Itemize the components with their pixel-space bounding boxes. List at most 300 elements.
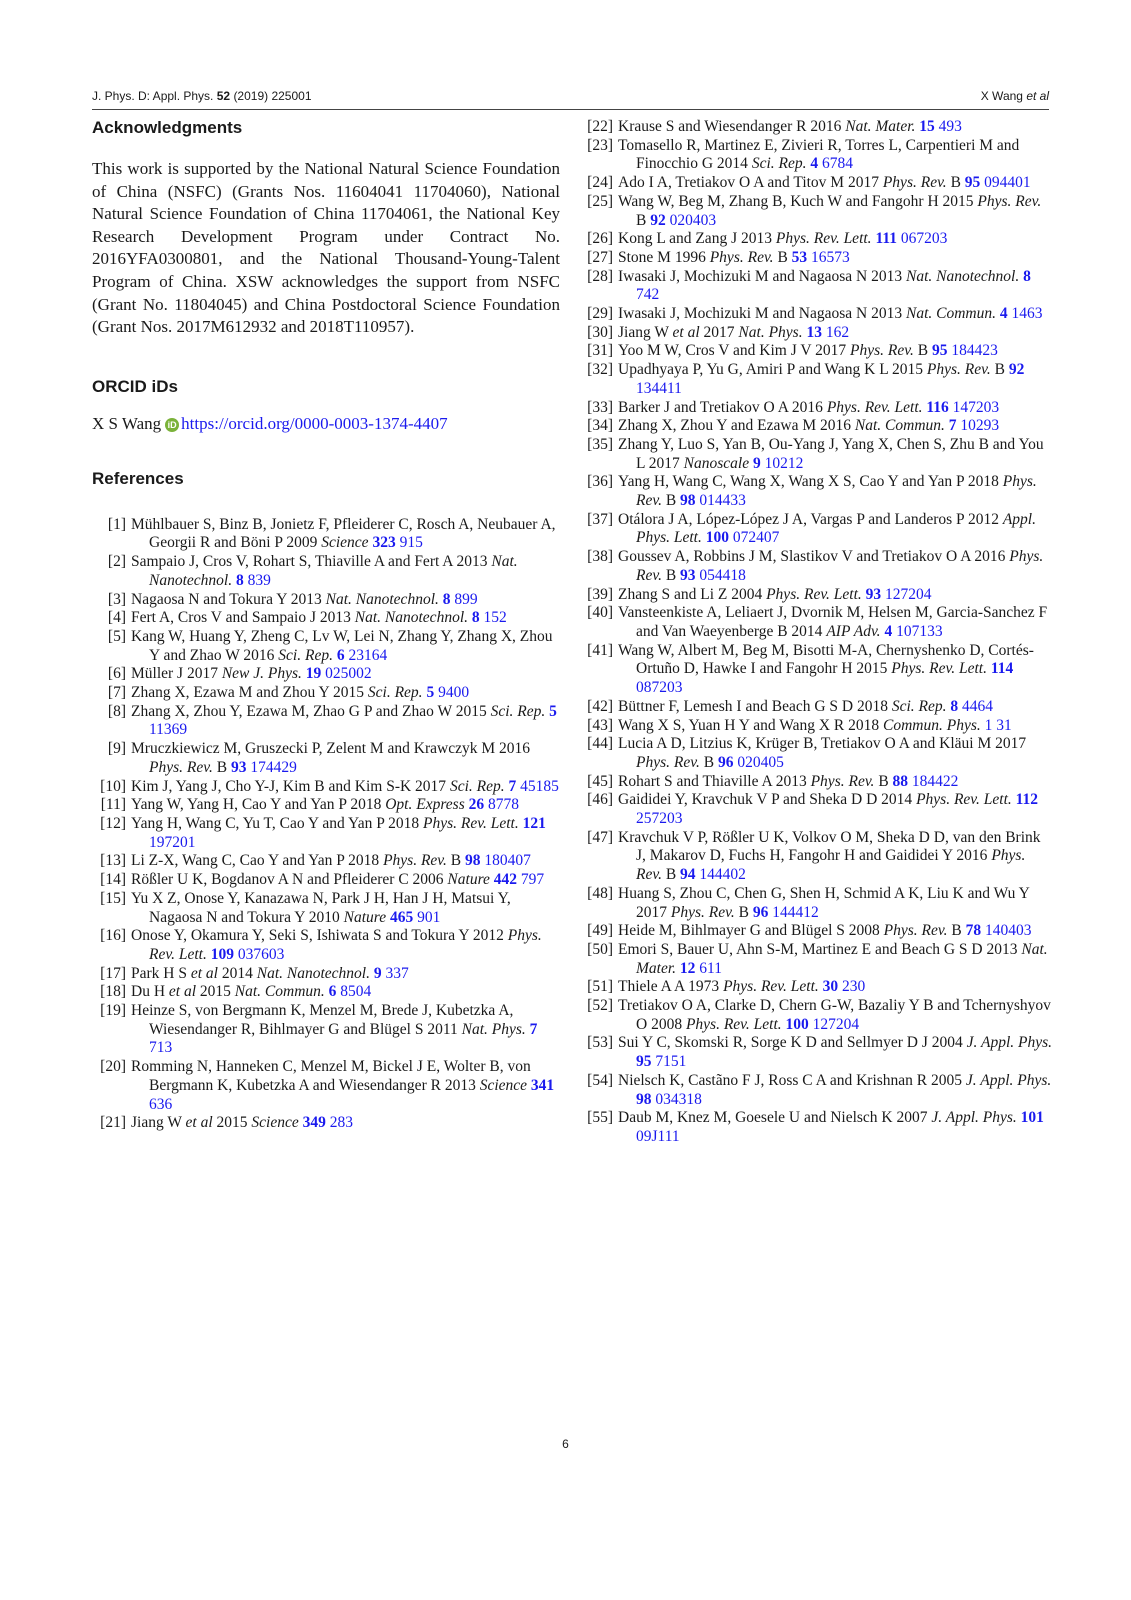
reference-item xyxy=(579,361,1053,398)
reference-number: [20] xyxy=(100,1058,126,1076)
reference-number: [38] xyxy=(587,548,613,566)
reference-number: [17] xyxy=(100,964,126,982)
reference-item xyxy=(92,983,560,1002)
reference-item xyxy=(579,773,1053,792)
reference-page-link[interactable]: 337 xyxy=(385,964,409,982)
reference-body xyxy=(618,735,1053,772)
reference-page-link[interactable]: 1463 xyxy=(1011,305,1043,323)
reference-volume-link[interactable]: 9 xyxy=(752,454,761,472)
reference-year: 2015 xyxy=(212,1114,252,1132)
reference-journal: Science xyxy=(251,1114,299,1132)
reference-number: [28] xyxy=(587,267,613,285)
reference-body xyxy=(618,941,1053,978)
reference-page-link[interactable]: 197201 xyxy=(149,833,196,851)
reference-number: [51] xyxy=(587,978,613,996)
reference-page-link[interactable]: 144402 xyxy=(699,866,746,884)
reference-authors: Stone M 1996 xyxy=(618,248,710,266)
reference-page-link[interactable]: 16573 xyxy=(811,248,850,266)
author-running-head xyxy=(981,89,1049,103)
reference-volume-link[interactable]: 5 xyxy=(549,702,557,720)
reference-journal: Nat. Mater. xyxy=(636,940,1048,977)
reference-page-link[interactable]: 094401 xyxy=(984,174,1031,192)
reference-body xyxy=(618,193,1053,230)
reference-volume-link[interactable]: 98 xyxy=(636,1090,652,1108)
reference-page-link[interactable]: 230 xyxy=(842,978,866,996)
reference-etal: et al xyxy=(168,983,197,1001)
reference-journal: Phys. Rev. Lett. xyxy=(685,1015,782,1033)
reference-journal: Phys. Rev. xyxy=(883,922,948,940)
reference-number: [47] xyxy=(587,828,613,846)
reference-number: [54] xyxy=(587,1071,613,1089)
reference-authors: Zhang X, Zhou Y and Ezawa M 2016 xyxy=(618,417,855,435)
reference-volume-link[interactable]: 7 xyxy=(948,417,957,435)
reference-body xyxy=(618,586,1053,605)
reference-volume-link[interactable]: 465 xyxy=(390,908,414,926)
reference-authors: Jiang W xyxy=(618,323,673,341)
reference-authors: Yang W, Yang H, Cao Y and Yan P 2018 xyxy=(131,796,386,814)
reference-authors: Mühlbauer S, Binz B, Jonietz F, Pfleiderer C, Rosch A, Neubauer A, Georgii R and Böni P 2009 xyxy=(131,515,556,552)
reference-body xyxy=(618,1034,1053,1071)
reference-volume-link[interactable]: 96 xyxy=(717,753,734,771)
reference-journal-section: B xyxy=(913,342,932,360)
reference-volume-link[interactable]: 100 xyxy=(785,1015,809,1033)
reference-volume-link[interactable]: 93 xyxy=(865,585,882,603)
reference-authors: Kim J, Yang J, Cho Y-J, Kim B and Kim S-K 2017 xyxy=(131,777,450,795)
reference-body xyxy=(618,230,1053,249)
reference-volume-link[interactable]: 12 xyxy=(679,959,696,977)
reference-authors: Kong L and Zang J 2013 xyxy=(618,230,776,248)
reference-number: [37] xyxy=(587,510,613,528)
reference-authors: Tretiakov O A, Clarke D, Chern G-W, Bazaliy Y B and Tchernyshyov O 2008 xyxy=(618,997,1051,1033)
reference-volume-link[interactable]: 98 xyxy=(465,852,481,870)
reference-etal: et al xyxy=(190,964,218,982)
reference-volume-link[interactable]: 4 xyxy=(999,305,1008,323)
reference-journal: New J. Phys. xyxy=(221,665,302,683)
reference-page-link[interactable]: 127204 xyxy=(885,585,932,603)
reference-journal: Phys. Rev. Lett. xyxy=(916,791,1012,809)
reference-authors: Kang W, Huang Y, Zheng C, Lv W, Lei N, Zhang Y, Zhang X, Zhou Y and Zhao W 2016 xyxy=(131,627,553,664)
reference-volume-link[interactable]: 111 xyxy=(875,230,897,248)
reference-journal: Phys. Rev. xyxy=(810,772,875,790)
reference-page-link[interactable]: 493 xyxy=(938,118,962,135)
reference-journal: AIP Adv. xyxy=(826,622,881,640)
reference-page-link[interactable]: 9400 xyxy=(438,684,470,702)
reference-journal: Nat. Commun. xyxy=(234,983,325,1001)
reference-volume-link[interactable]: 93 xyxy=(230,758,247,776)
reference-journal: Phys. Rev. xyxy=(636,847,1026,884)
reference-page-link[interactable]: 7151 xyxy=(655,1053,687,1071)
reference-journal: Nat. Commun. xyxy=(854,417,945,435)
reference-page-link[interactable]: 037603 xyxy=(237,945,285,963)
reference-journal: Nat. Nanotechnol. xyxy=(256,964,370,982)
reference-page-link[interactable]: 8504 xyxy=(340,983,372,1001)
reference-item xyxy=(92,516,560,553)
reference-body xyxy=(618,604,1053,641)
reference-authors: Nagaosa N and Tokura Y 2013 xyxy=(131,590,326,608)
orcid-heading: ORCID iDs xyxy=(92,376,178,396)
reference-authors: Li Z-X, Wang C, Cao Y and Yan P 2018 xyxy=(131,852,384,870)
reference-number: [36] xyxy=(587,473,613,491)
reference-journal: Phys. Rev. Lett. xyxy=(775,230,872,248)
reference-authors: Sui Y C, Skomski R, Sorge K D and Sellmyer D J 2004 xyxy=(618,1034,967,1052)
reference-page-link[interactable]: 140403 xyxy=(984,922,1032,940)
reference-volume-link[interactable]: 88 xyxy=(892,772,909,790)
reference-volume-link[interactable]: 109 xyxy=(210,945,234,963)
reference-number: [2] xyxy=(107,553,126,571)
reference-body xyxy=(131,852,560,871)
reference-body xyxy=(618,791,1053,828)
reference-journal: Sci. Rep. xyxy=(490,702,546,720)
reference-page-link[interactable]: 09J111 xyxy=(636,1127,680,1145)
reference-year: 2014 xyxy=(217,964,257,982)
reference-page-link[interactable]: 162 xyxy=(825,323,850,341)
reference-authors: Heide M, Bihlmayer G and Blügel S 2008 xyxy=(618,922,884,940)
reference-item xyxy=(92,871,560,890)
reference-item xyxy=(92,852,560,871)
reference-volume-link[interactable]: 7 xyxy=(508,777,517,795)
reference-page-link[interactable]: 4464 xyxy=(962,697,994,715)
reference-page-link[interactable]: 152 xyxy=(483,609,507,627)
reference-number: [42] xyxy=(587,697,613,715)
reference-page-link[interactable]: 127204 xyxy=(812,1015,860,1033)
reference-number: [44] xyxy=(587,735,613,753)
reference-journal: Nature xyxy=(447,871,490,889)
reference-authors: Otálora J A, López-López J A, Vargas P and Landeros P 2012 xyxy=(618,510,1003,528)
reference-authors: Krause S and Wiesendanger R 2016 xyxy=(618,118,846,135)
reference-item xyxy=(579,735,1053,772)
reference-page-link[interactable]: 797 xyxy=(520,871,545,889)
reference-page-link[interactable]: 184422 xyxy=(911,772,959,790)
reference-item xyxy=(579,717,1053,736)
reference-body xyxy=(131,684,560,703)
reference-volume-link[interactable]: 30 xyxy=(822,978,839,996)
reference-authors: Zhang X, Zhou Y, Ezawa M, Zhao G P and Zhao W 2015 xyxy=(131,702,491,720)
reference-page-link[interactable]: 10293 xyxy=(960,417,1000,435)
reference-body xyxy=(618,268,1053,305)
reference-volume-link[interactable]: 95 xyxy=(931,342,948,360)
reference-volume-link[interactable]: 7 xyxy=(529,1020,538,1038)
reference-number: [19] xyxy=(100,1002,126,1020)
reference-body xyxy=(618,698,1053,717)
running-header xyxy=(92,89,1049,110)
reference-number: [48] xyxy=(587,884,613,902)
reference-authors: Sampaio J, Cros V, Rohart S, Thiaville A and Fert A 2013 xyxy=(131,553,492,571)
reference-journal-section: B xyxy=(661,866,681,884)
reference-volume-link[interactable]: 8 xyxy=(235,571,244,589)
reference-volume-link[interactable]: 349 xyxy=(302,1114,326,1132)
journal-citation xyxy=(92,89,312,103)
reference-number: [27] xyxy=(587,248,613,266)
reference-volume-link[interactable]: 95 xyxy=(964,174,981,192)
reference-body xyxy=(131,703,560,740)
reference-body xyxy=(618,548,1053,585)
reference-volume-link[interactable]: 19 xyxy=(305,665,322,683)
reference-item xyxy=(579,511,1053,548)
reference-volume-link[interactable]: 341 xyxy=(530,1076,555,1094)
reference-authors: Goussev A, Robbins J M, Slastikov V and Tretiakov O A 2016 xyxy=(618,548,1010,566)
reference-number: [7] xyxy=(107,684,126,702)
reference-page-link[interactable]: 10212 xyxy=(764,454,804,472)
reference-journal: Phys. Rev. Lett. xyxy=(149,927,542,963)
reference-body xyxy=(618,1072,1053,1109)
reference-volume-link[interactable]: 8 xyxy=(442,590,451,608)
reference-volume-link[interactable]: 92 xyxy=(650,211,666,229)
reference-item xyxy=(92,609,560,628)
reference-volume-link[interactable]: 94 xyxy=(680,866,696,884)
reference-journal: Commun. Phys. xyxy=(883,716,981,734)
reference-number: [5] xyxy=(107,627,126,645)
reference-item xyxy=(579,829,1053,885)
reference-journal: Phys. Rev. xyxy=(850,342,914,360)
reference-page-link[interactable]: 054418 xyxy=(699,566,746,584)
reference-volume-link[interactable]: 114 xyxy=(990,660,1014,678)
reference-volume-link[interactable]: 442 xyxy=(493,871,518,889)
reference-volume-link[interactable]: 6 xyxy=(336,646,345,664)
reference-body xyxy=(131,740,560,777)
reference-volume-link[interactable]: 101 xyxy=(1020,1109,1044,1127)
reference-journal: Science xyxy=(321,534,369,552)
reference-number: [39] xyxy=(587,585,613,603)
reference-number: [53] xyxy=(587,1034,613,1052)
reference-item xyxy=(579,118,1053,137)
reference-volume-link[interactable]: 26 xyxy=(468,796,485,814)
reference-item xyxy=(92,1002,560,1058)
reference-authors: Wang W, Albert M, Beg M, Bisotti M-A, Chernyshenko D, Cortés-Ortuño D, Hawke I and Fangohr H 2015 xyxy=(618,641,1034,678)
reference-journal: Nat. Mater. xyxy=(845,118,916,135)
reference-page-link[interactable]: 713 xyxy=(149,1039,173,1057)
reference-journal: Nat. Nanotechnol. xyxy=(325,590,439,608)
reference-item xyxy=(92,665,560,684)
acknowledgments-heading: Acknowledgments xyxy=(92,118,243,137)
reference-authors: Jiang W xyxy=(131,1114,186,1132)
reference-authors: Ado I A, Tretiakov O A and Titov M 2017 xyxy=(618,174,883,192)
reference-body xyxy=(618,978,1053,997)
reference-volume-link[interactable]: 8 xyxy=(471,609,480,627)
reference-item xyxy=(92,965,560,984)
reference-page-link[interactable]: 020405 xyxy=(737,753,784,771)
reference-page-link[interactable]: 283 xyxy=(329,1114,353,1132)
reference-volume-link[interactable]: 8 xyxy=(950,697,959,715)
reference-body xyxy=(618,997,1053,1034)
reference-body xyxy=(131,553,560,590)
reference-volume-link[interactable]: 78 xyxy=(965,922,982,940)
reference-authors: Yang H, Wang C, Yu T, Cao Y and Yan P 2018 xyxy=(131,815,423,832)
reference-page-link[interactable]: 11369 xyxy=(149,721,188,739)
reference-item xyxy=(92,553,560,590)
right-column xyxy=(579,118,1053,1147)
reference-etal: et al xyxy=(185,1114,213,1132)
reference-page-link[interactable]: 257203 xyxy=(636,810,683,828)
reference-item xyxy=(579,642,1053,698)
reference-authors: Müller J 2017 xyxy=(131,665,222,683)
reference-page-link[interactable]: 899 xyxy=(454,590,478,608)
reference-journal-section: B xyxy=(212,758,231,776)
reference-page-link[interactable]: 31 xyxy=(996,716,1012,734)
reference-page-link[interactable]: 901 xyxy=(417,908,441,926)
reference-item xyxy=(579,922,1053,941)
reference-number: [29] xyxy=(587,305,613,323)
reference-volume-link[interactable]: 92 xyxy=(1008,361,1025,379)
reference-volume-link[interactable]: 116 xyxy=(926,398,949,416)
reference-body xyxy=(618,118,1053,137)
reference-body xyxy=(131,815,560,852)
reference-item xyxy=(579,698,1053,717)
reference-page-link[interactable]: 742 xyxy=(636,286,660,304)
reference-page-link[interactable]: 8778 xyxy=(487,796,519,814)
reference-number: [43] xyxy=(587,716,613,734)
reference-journal-section: B xyxy=(734,903,753,921)
reference-volume-link[interactable]: 98 xyxy=(680,492,696,510)
reference-etal: et al xyxy=(672,323,700,341)
reference-body xyxy=(618,642,1053,698)
reference-volume-link[interactable]: 13 xyxy=(806,323,822,341)
reference-body xyxy=(618,361,1053,398)
reference-body xyxy=(618,174,1053,193)
reference-page-link[interactable]: 45185 xyxy=(520,777,559,795)
reference-number: [6] xyxy=(107,665,126,683)
reference-body xyxy=(131,890,560,927)
reference-authors: Büttner F, Lemesh I and Beach G S D 2018 xyxy=(618,697,892,715)
reference-page-link[interactable]: 23164 xyxy=(348,646,388,664)
reference-number: [49] xyxy=(587,922,613,940)
reference-body xyxy=(131,1058,560,1114)
reference-item xyxy=(579,230,1053,249)
reference-volume-link[interactable]: 95 xyxy=(636,1053,652,1071)
reference-volume-link[interactable]: 93 xyxy=(680,566,696,584)
reference-journal-section: B xyxy=(661,566,681,584)
reference-page-link[interactable]: 014433 xyxy=(699,492,746,510)
reference-number: [50] xyxy=(587,940,613,958)
reference-item xyxy=(579,548,1053,585)
reference-volume-link[interactable]: 6 xyxy=(328,983,337,1001)
reference-item xyxy=(579,268,1053,305)
reference-number: [21] xyxy=(100,1114,126,1132)
reference-volume-link[interactable]: 112 xyxy=(1015,791,1039,809)
reference-authors: Onose Y, Okamura Y, Seki S, Ishiwata S and Tokura Y 2012 xyxy=(131,927,508,945)
reference-authors: Vansteenkiste A, Leliaert J, Dvornik M, Helsen M, Garcia-Sanchez F and Van Waeyenberge B 2014 xyxy=(618,604,1048,640)
reference-page-link[interactable]: 839 xyxy=(247,571,271,589)
reference-body xyxy=(618,829,1053,885)
reference-page-link[interactable]: 915 xyxy=(399,534,423,552)
reference-body xyxy=(131,628,560,665)
reference-page-link[interactable]: 180407 xyxy=(484,852,531,870)
reference-volume-link[interactable]: 1 xyxy=(984,716,993,734)
reference-number: [15] xyxy=(100,889,126,907)
reference-item xyxy=(92,703,560,740)
reference-item xyxy=(579,1109,1053,1146)
reference-authors: Mruczkiewicz M, Gruszecki P, Zelent M and Krawczyk M 2016 xyxy=(131,740,531,758)
reference-page-link[interactable]: 087203 xyxy=(636,679,683,697)
reference-number: [40] xyxy=(587,604,613,622)
reference-authors: Upadhyaya P, Yu G, Amiri P and Wang K L 2015 xyxy=(618,361,927,379)
reference-journal: Phys. Rev. xyxy=(149,758,213,776)
reference-volume-link[interactable]: 96 xyxy=(752,903,769,921)
reference-volume-link[interactable]: 53 xyxy=(791,248,808,266)
reference-journal: Phys. Rev. xyxy=(383,852,447,870)
reference-journal: J. Appl. Phys. xyxy=(931,1109,1017,1127)
reference-authors: Heinze S, von Bergmann K, Menzel M, Brede J, Kubetzka A, Wiesendanger R, Bihlmayer G and Blügel S 2011 xyxy=(131,1002,514,1038)
reference-page-link[interactable]: 6784 xyxy=(821,155,853,173)
reference-page-link[interactable]: 147203 xyxy=(952,398,1000,416)
reference-volume-link[interactable]: 9 xyxy=(373,964,382,982)
reference-page-link[interactable]: 636 xyxy=(149,1095,173,1113)
reference-volume-link[interactable]: 8 xyxy=(1023,267,1031,285)
journal-name: J. Phys. D: Appl. Phys. xyxy=(92,89,214,103)
reference-item xyxy=(579,1034,1053,1071)
reference-number: [10] xyxy=(100,777,126,795)
reference-page-link[interactable]: 611 xyxy=(699,959,722,977)
reference-journal: Nat. Phys. xyxy=(461,1020,526,1038)
reference-page-link[interactable]: 107133 xyxy=(896,622,943,640)
reference-journal: Phys. Rev. xyxy=(882,174,947,192)
reference-journal-section: B xyxy=(946,174,965,192)
reference-volume-link[interactable]: 4 xyxy=(884,622,893,640)
references-list-left xyxy=(92,516,560,1133)
reference-number: [14] xyxy=(100,871,126,889)
reference-journal: Phys. Rev. Lett. xyxy=(723,978,819,996)
reference-page-link[interactable]: 184423 xyxy=(951,342,998,360)
reference-item xyxy=(579,417,1053,436)
reference-number: [8] xyxy=(107,702,126,720)
reference-page-link[interactable]: 034318 xyxy=(655,1090,702,1108)
reference-journal: Phys. Rev. xyxy=(926,361,991,379)
reference-page-link[interactable]: 020403 xyxy=(669,211,717,229)
reference-page-link[interactable]: 025002 xyxy=(325,665,372,683)
reference-number: [3] xyxy=(107,590,126,608)
reference-volume-link[interactable]: 15 xyxy=(919,118,935,135)
reference-item xyxy=(92,890,560,927)
reference-body xyxy=(131,983,560,1002)
reference-number: [33] xyxy=(587,398,613,416)
reference-number: [32] xyxy=(587,361,613,379)
reference-volume-link[interactable]: 4 xyxy=(810,155,819,173)
reference-journal: Phys. Rev. xyxy=(977,192,1042,210)
reference-item xyxy=(579,249,1053,268)
reference-body xyxy=(618,342,1053,361)
reference-item xyxy=(92,1114,560,1133)
reference-journal: Phys. Rev. xyxy=(636,753,700,771)
reference-journal: Phys. Rev. Lett. xyxy=(891,660,987,678)
reference-volume-link[interactable]: 100 xyxy=(705,529,729,547)
reference-journal: Nat. Commun. xyxy=(905,305,996,323)
reference-number: [12] xyxy=(100,815,126,832)
reference-page-link[interactable]: 144412 xyxy=(772,903,819,921)
reference-page-link[interactable]: 067203 xyxy=(900,230,948,248)
reference-number: [16] xyxy=(100,927,126,945)
reference-authors: Yang H, Wang C, Wang X, Wang X S, Cao Y and Yan P 2018 xyxy=(618,473,1003,491)
reference-authors: Gaididei Y, Kravchuk V P and Sheka D D 2014 xyxy=(618,791,917,809)
reference-volume-link[interactable]: 5 xyxy=(426,684,435,702)
reference-page-link[interactable]: 174429 xyxy=(250,758,297,776)
reference-journal: Phys. Rev. Lett. xyxy=(826,398,923,416)
reference-page-link[interactable]: 072407 xyxy=(732,529,780,547)
reference-authors: Romming N, Hanneken C, Menzel M, Bickel J E, Wolter B, von Bergmann K, Kubetzka A and Wiesendanger R 2013 xyxy=(131,1058,531,1094)
reference-journal: Nature xyxy=(343,908,387,926)
reference-page-link[interactable]: 134411 xyxy=(636,379,682,397)
reference-item xyxy=(579,978,1053,997)
orcid-link[interactable]: https://orcid.org/0000-0003-1374-4407 xyxy=(181,413,448,433)
reference-body xyxy=(618,473,1053,510)
reference-journal: Sci. Rep. xyxy=(367,684,423,702)
reference-journal: Nat. Phys. xyxy=(738,323,803,341)
reference-journal: Science xyxy=(479,1076,528,1094)
reference-item xyxy=(92,927,560,964)
reference-volume-link[interactable]: 323 xyxy=(372,534,396,552)
reference-volume-link[interactable]: 121 xyxy=(522,815,546,832)
reference-body xyxy=(618,249,1053,268)
reference-authors: Yu X Z, Onose Y, Kanazawa N, Park J H, Han J H, Matsui Y, Nagaosa N and Tokura Y 2010 xyxy=(131,889,511,926)
reference-authors: Du H xyxy=(131,983,169,1001)
